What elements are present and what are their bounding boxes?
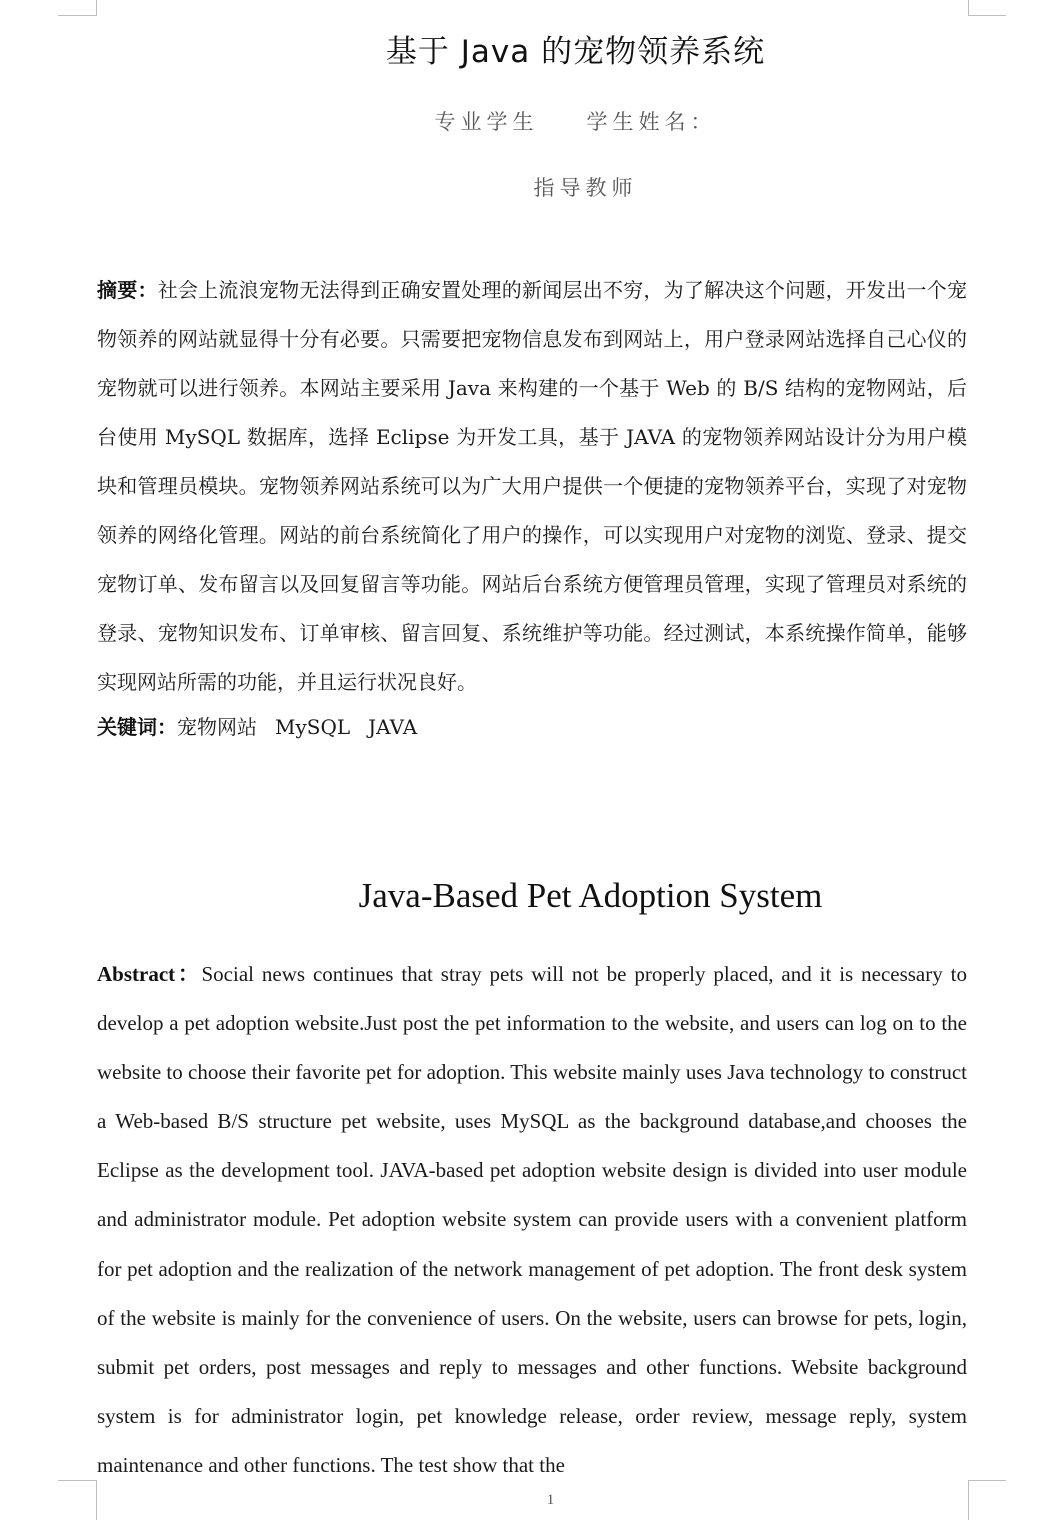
crop-mark-bottom-left-h [58, 1480, 96, 1481]
crop-mark-top-left-h [58, 15, 96, 16]
abstract-cn-label: 摘要： [97, 278, 158, 302]
keywords-label: 关键词： [97, 715, 177, 739]
abstract-cn-text: 社会上流浪宠物无法得到正确安置处理的新闻层出不穷，为了解决这个问题，开发出一个宠物领养的网站就显得十分有必要。只需要把宠物信息发布到网站上，用户登录网站选择自己心仪的宠物就可以进行领养。本网站主要采用 Java 来构建的一个基于 Web 的 B/S 结构的宠物网站，后台使用 MySQL 数据库，选择 Eclipse 为开发工具，基于 JAVA 的宠物领养网站设计分为用户模块和管理员模块。宠物领养网站系统可以为广大用户提供一个便捷的宠物领养平台，实现了对宠物领养的网络化管理。网站的前台系统简化了用户的操作，可以实现用户对宠物的浏览、登录、提交宠物订单、发布留言以及回复留言等功能。网站后台系统方便管理员管理，实现了管理员对系统的登录、宠物知识发布、订单审核、留言回复、系统维护等功能。经过测试，本系统操作简单，能够实现网站所需的功能，并且运行状况良好。 [97, 278, 968, 694]
keyword-item: MySQL [275, 715, 351, 739]
crop-mark-bottom-right-h [968, 1480, 1006, 1481]
abstract-en-text: Social news continues that stray pets will not be properly placed, and it is necessary to develop a pet adoption website.Just post the pet information to the website, and users can log on to the website to choose their favorite pet for adoption. This website mainly uses Java technology to construct a Web-based B/S structure pet website, uses MySQL as the background database,and chooses the Eclipse as the development tool. JAVA-based pet adoption website design is divided into user module and administrator module. Pet adoption website system can provide users with a convenient platform for pet adoption and the realization of the network management of pet adoption. The front desk system of the website is mainly for the convenience of users. On the website, users can browse for pets, login, submit pet orders, post messages and reply to messages and other functions. Website background system is for administrator login, pet knowledge release, order review, message reply, system maintenance and other functions. The test show that the [97, 962, 967, 1477]
keywords-line [97, 707, 435, 747]
advisor-label: 指导教师 [533, 176, 638, 200]
chinese-abstract [97, 266, 967, 707]
crop-mark-top-right-v [968, 0, 969, 16]
crop-mark-top-right-h [968, 15, 1006, 16]
student-name-label: 学生姓名： [586, 110, 717, 134]
english-title: Java-Based Pet Adoption System [358, 876, 823, 915]
chinese-title: 基于 Java 的宠物领养系统 [385, 34, 766, 70]
page-number: 1 [546, 1492, 555, 1508]
keyword-item: JAVA [368, 715, 418, 739]
major-label: 专业学生 [434, 110, 539, 134]
crop-mark-top-left-v [96, 0, 97, 16]
author-line [0, 106, 1063, 136]
english-abstract [97, 950, 967, 1490]
abstract-en-label: Abstract： [97, 962, 202, 986]
keyword-item: 宠物网站 [177, 715, 257, 739]
